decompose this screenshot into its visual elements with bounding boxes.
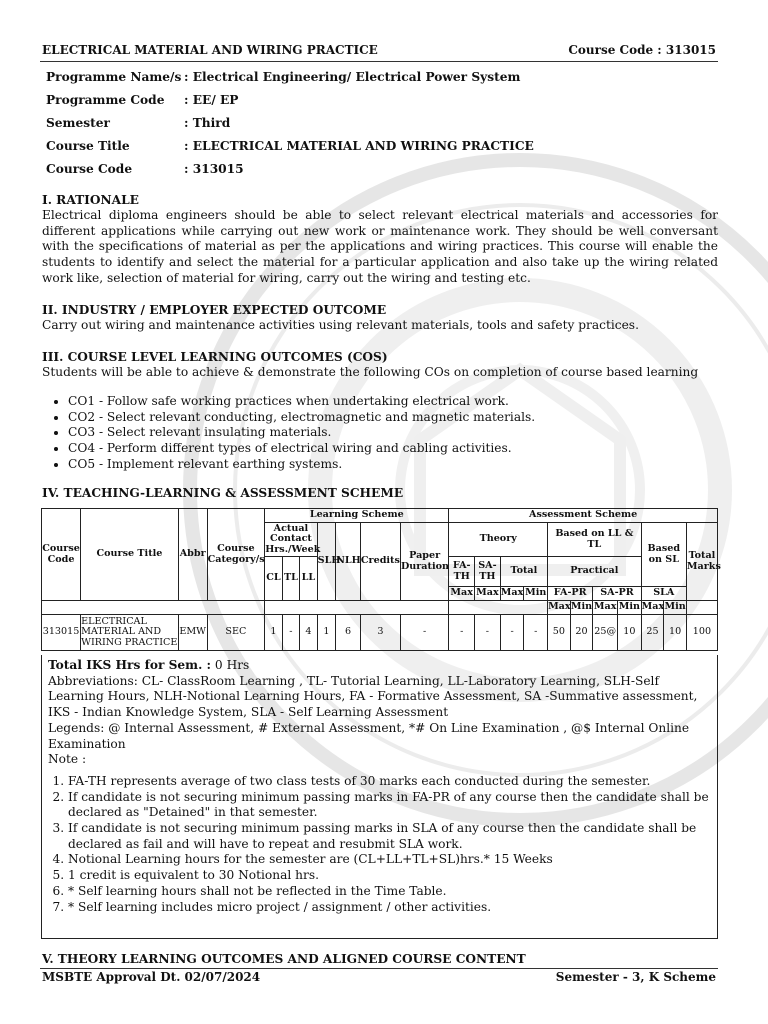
abbreviations-text: Abbreviations: CL- ClassRoom Learning , TL- Tutorial Learning, LL-Laboratory Learning, SLH-Self Learning Hours, NLH-Notional Learning Hours, FA - Formative Assessment, SA -Summative assessment, IKS - Indian Knowledge System, SLA - Self Learning Assessment [48, 673, 698, 720]
list-item: 4. Notional Learning hours for the semester are (CL+LL+TL+SL)hrs.* 15 Weeks [68, 852, 711, 868]
header-divider [40, 61, 718, 62]
th-sa-th: SA- TH [475, 557, 501, 587]
rationale-title: I. RATIONALE [42, 193, 139, 207]
th-max: Max [449, 587, 475, 601]
th-spacer [449, 601, 548, 615]
info-key: Course Title [46, 138, 130, 153]
th-assessment-scheme: Assessment Scheme [449, 509, 718, 523]
th-min: Min [618, 601, 642, 615]
list-item: • CO4 - Perform different types of electrical wiring and cabling activities. [68, 441, 535, 457]
cell-sa-pr-min: 10 [618, 615, 642, 651]
info-key: Programme Name/s [46, 70, 182, 85]
list-item: 1. FA-TH represents average of two class tests of 30 marks each conducted during the semester. [68, 774, 711, 790]
cell-cl: 1 [265, 615, 282, 651]
th-based-sl: Based on SL [641, 523, 686, 587]
th-spacer [265, 601, 449, 615]
th-ll: LL [300, 557, 317, 601]
rationale-text: Electrical diploma engineers should be able to select relevant electrical materials and accessories for different applications while carrying out new work or maintenance work. They should be well conversant with the specifications of material as per the applications and wiring practices. This course will enable the students to identify and select the material for a particular application and also take up the wiring related work like, selection of material for wiring, carry out the wiring and testing etc. [42, 208, 718, 285]
legends-text: Legends: @ Internal Assessment, # External Assessment, *# On Line Examination , @$ Internal Online Examination [48, 720, 690, 751]
cos-list [42, 394, 535, 473]
info-value: : Electrical Engineering/ Electrical Power System [184, 70, 521, 85]
table-row [42, 615, 718, 651]
th-min: Min [664, 601, 687, 615]
list-item: 6. * Self learning hours shall not be reflected in the Time Table. [68, 884, 711, 900]
th-min: Min [524, 587, 548, 601]
theory-outcomes-title: V. THEORY LEARNING OUTCOMES AND ALIGNED COURSE CONTENT [42, 952, 526, 966]
th-slh: SLH [317, 523, 336, 601]
cell-title: ELECTRICAL MATERIAL AND WIRING PRACTICE [81, 615, 179, 651]
iks-label: Total IKS Hrs for Sem. : [48, 658, 212, 672]
cell-ll: 4 [300, 615, 317, 651]
th-credits: Credits [360, 523, 400, 601]
cell-abbr: EMW [178, 615, 207, 651]
list-item: • CO5 - Implement relevant earthing systems. [68, 457, 535, 473]
list-item: • CO3 - Select relevant insulating materials. [68, 425, 535, 441]
th-sa-pr: SA-PR [593, 587, 641, 601]
cell-category: SEC [207, 615, 265, 651]
list-item: 7. * Self learning includes micro project / assignment / other activities. [68, 900, 711, 916]
iks-line [48, 658, 711, 674]
scheme-title: IV. TEACHING-LEARNING & ASSESSMENT SCHEME [42, 486, 404, 500]
th-max: Max [593, 601, 618, 615]
page-footer [42, 970, 716, 984]
list-item: 3. If candidate is not securing minimum passing marks in SLA of any course then the candidate shall be declared as fail and will have to repeat and resubmit SLA work. [68, 821, 711, 852]
th-learning-scheme: Learning Scheme [265, 509, 449, 523]
footer-divider [40, 968, 718, 969]
cell-sla-min: 10 [664, 615, 687, 651]
th-fa-th: FA- TH [449, 557, 475, 587]
th-sla: SLA [641, 587, 686, 601]
th-total: Total [500, 557, 547, 587]
th-max: Max [475, 587, 501, 601]
th-spacer [686, 601, 717, 615]
cell-nlh: 6 [336, 615, 361, 651]
th-paper-duration: Paper Duration [400, 523, 448, 601]
th-based-ll-tl: Based on LL & TL [548, 523, 642, 557]
cell-slh: 1 [317, 615, 336, 651]
cos-intro: Students will be able to achieve & demonstrate the following COs on completion of course based learning [42, 365, 699, 379]
th-spacer [42, 601, 265, 615]
cell-total-marks: 100 [686, 615, 717, 651]
info-row [46, 112, 534, 135]
footer-approval-date: MSBTE Approval Dt. 02/07/2024 [42, 970, 261, 984]
cell-sa-pr-max: 25@ [593, 615, 618, 651]
cell-tl: - [282, 615, 299, 651]
th-course-code: Course Code [42, 509, 81, 601]
th-max: Max [500, 587, 524, 601]
info-row [46, 89, 534, 112]
cell-fa-th-max: - [449, 615, 475, 651]
cell-credits: 3 [360, 615, 400, 651]
cell-fa-pr-max: 50 [548, 615, 571, 651]
th-total-marks: Total Marks [686, 523, 717, 601]
info-row [46, 134, 534, 157]
list-item: • CO2 - Select relevant conducting, electromagnetic and magnetic materials. [68, 410, 535, 426]
list-item: 2. If candidate is not securing minimum passing marks in FA-PR of any course then the candidate shall be declared as "Detained" in that semester. [68, 790, 711, 821]
cell-sa-th-max: - [475, 615, 501, 651]
th-course-title: Course Title [81, 509, 179, 601]
info-key: Semester [46, 115, 110, 130]
cell-paper-duration: - [400, 615, 448, 651]
industry-outcome-title: II. INDUSTRY / EMPLOYER EXPECTED OUTCOME [42, 303, 387, 317]
cell-total-min: - [524, 615, 548, 651]
header-course-name: ELECTRICAL MATERIAL AND WIRING PRACTICE [42, 43, 378, 57]
notes-list [48, 774, 711, 915]
iks-value: 0 Hrs [211, 658, 250, 672]
th-category: Course Category/s [207, 509, 265, 601]
header-course-code: Course Code : 313015 [568, 43, 716, 57]
programme-info-table [46, 66, 534, 180]
th-theory: Theory [449, 523, 548, 557]
th-fa-pr: FA-PR [548, 587, 593, 601]
info-key: Course Code [46, 161, 133, 176]
th-nlh: NLH [336, 523, 361, 601]
info-value: : ELECTRICAL MATERIAL AND WIRING PRACTICE [184, 138, 534, 153]
scheme-notes [41, 655, 718, 939]
page-header [42, 43, 716, 57]
th-min: Min [570, 601, 593, 615]
th-max: Max [641, 601, 664, 615]
info-row [46, 66, 534, 89]
teaching-scheme-table [41, 508, 721, 651]
list-item: • CO1 - Follow safe working practices when undertaking electrical work. [68, 394, 535, 410]
note-label: Note : [48, 752, 87, 767]
th-practical: Practical [548, 557, 642, 587]
cos-title: III. COURSE LEVEL LEARNING OUTCOMES (COS) [42, 350, 388, 364]
cell-sla-max: 25 [641, 615, 664, 651]
industry-outcome-text: Carry out wiring and maintenance activities using relevant materials, tools and safety practices. [42, 318, 639, 332]
cell-fa-pr-min: 20 [570, 615, 593, 651]
th-tl: TL [282, 557, 299, 601]
cell-code: 313015 [42, 615, 81, 651]
list-item: 5. 1 credit is equivalent to 30 Notional hrs. [68, 868, 711, 884]
th-actual-contact: Actual Contact Hrs./Week [265, 522, 321, 555]
footer-semester: Semester - 3, K Scheme [555, 970, 716, 984]
th-cl: CL [265, 557, 282, 601]
info-key: Programme Code [46, 93, 165, 108]
th-max: Max [548, 601, 571, 615]
info-value: : EE/ EP [184, 93, 239, 108]
info-value: : Third [184, 115, 231, 130]
info-row [46, 157, 534, 180]
cell-total-max: - [500, 615, 524, 651]
info-value: : 313015 [184, 161, 244, 176]
th-abbr: Abbr [178, 509, 207, 601]
